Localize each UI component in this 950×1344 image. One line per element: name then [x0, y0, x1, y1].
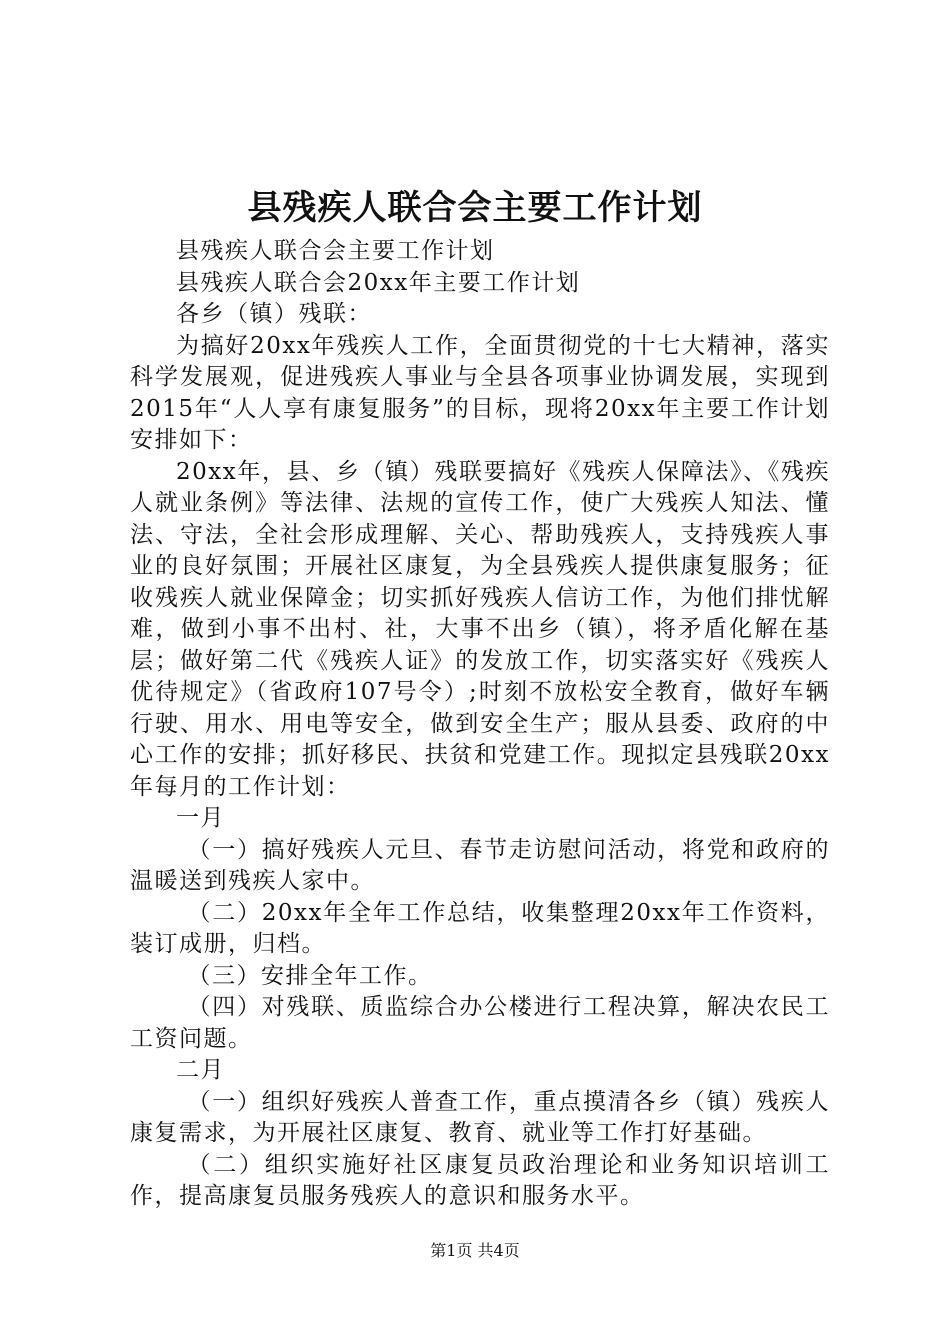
list-item: （二）20xx年全年工作总结，收集整理20xx年工作资料，装订成册，归档。: [130, 899, 830, 957]
document-body: [130, 236, 830, 1213]
paragraph-overview: 20xx年，县、乡（镇）残联要搞好《残疾人保障法》、《残疾人就业条例》等法律、法规的宣传工作，使广大残疾人知法、懂法、守法，全社会形成理解、关心、帮助残疾人，支持残疾人事业的良好氛围；开展社区康复，为全县残疾人提供康复服务；征收残疾人就业保障金；切实抓好残疾人信访工作，为他们排忧解难，做到小事不出村、社，大事不出乡（镇），将矛盾化解在基层；做好第二代《残疾人证》的发放工作，切实落实好《残疾人优待规定》（省政府107号令）;时刻不放松安全教育，做好车辆行驶、用水、用电等安全，做到安全生产；服从县委、政府的中心工作的安排；抓好移民、扶贫和党建工作。现拟定县残联20xx年每月的工作计划：: [130, 458, 830, 800]
list-item: （二）组织实施好社区康复员政治理论和业务知识培训工作，提高康复员服务残疾人的意识和服务水平。: [130, 1151, 830, 1209]
document-title: 县残疾人联合会主要工作计划: [247, 188, 703, 228]
list-item: （一）组织好残疾人普查工作，重点摸清各乡（镇）残疾人康复需求，为开展社区康复、教育、就业等工作打好基础。: [130, 1088, 830, 1146]
page-footer: 第1页 共4页: [430, 1241, 520, 1260]
list-item: （四）对残联、质监综合办公楼进行工程决算，解决农民工工资问题。: [130, 994, 830, 1052]
paragraph-heading-repeat: 县残疾人联合会主要工作计划: [176, 238, 495, 264]
paragraph-subtitle: 县残疾人联合会20xx年主要工作计划: [176, 269, 581, 296]
month-heading-february: 二月: [176, 1057, 225, 1083]
list-item: （一）搞好残疾人元旦、春节走访慰问活动，将党和政府的温暖送到残疾人家中。: [130, 836, 830, 894]
month-heading-january: 一月: [176, 805, 225, 831]
paragraph-intro: 为搞好20xx年残疾人工作，全面贯彻党的十七大精神，落实科学发展观，促进残疾人事业与全县各项事业协调发展，实现到2015年“人人享有康复服务”的目标，现将20xx年主要工作计划安排如下：: [130, 332, 830, 453]
list-item: （三）安排全年工作。: [187, 962, 433, 989]
paragraph-salutation: 各乡（镇）残联：: [176, 301, 372, 327]
